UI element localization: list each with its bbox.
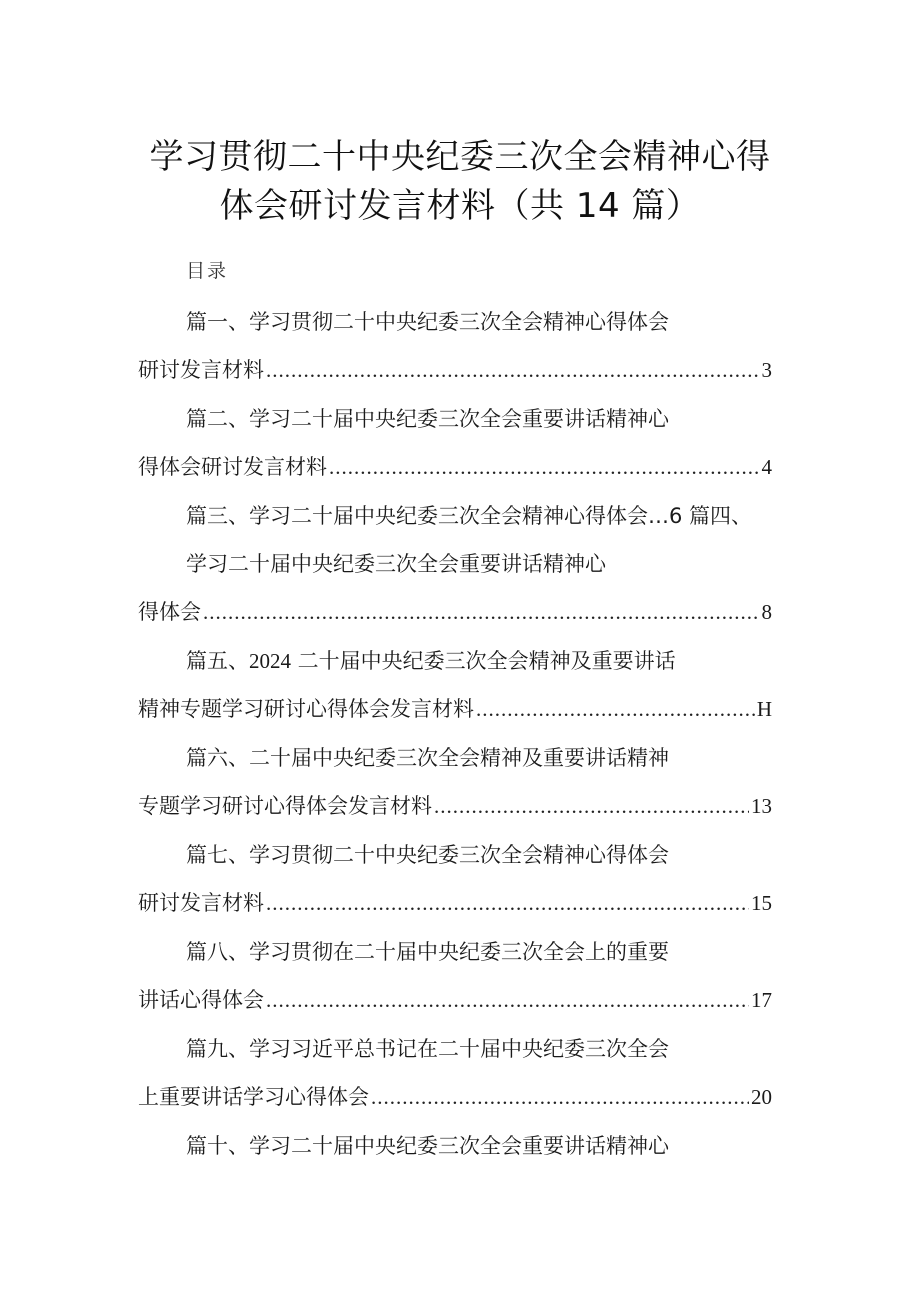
toc-page-number: 8 [761,600,772,624]
toc-leader-dots [266,355,760,385]
toc-entry-9-continuation[interactable] [138,1082,772,1112]
toc-page-number: 15 [751,891,772,915]
toc-entry-4-title[interactable]: 学习二十届中央纪委三次全会重要讲话精神心 [186,552,606,576]
toc-entry-5-continuation[interactable] [138,694,772,724]
toc-leader-dots [203,597,760,627]
toc-entry-text: 研讨发言材料 [138,891,264,915]
toc-entry-text: 得体会研讨发言材料 [138,455,327,479]
toc-entry-8-continuation[interactable] [138,985,772,1015]
toc-page-number: 3 [761,358,772,382]
toc-entry-year: 2024 [249,649,291,673]
toc-entry-text: 专题学习研讨心得体会发言材料 [138,794,432,818]
toc-entry-prefix: 篇五、 [186,649,249,673]
toc-page-number: 4 [761,455,772,479]
toc-entry-text: 研讨发言材料 [138,358,264,382]
toc-entry-6-continuation[interactable] [138,791,772,821]
document-title-line-2: 体会研讨发言材料（共 14 篇） [219,186,701,226]
toc-entry-4-continuation[interactable] [138,597,772,627]
toc-leader-dots [476,694,755,724]
toc-heading: 目录 [186,260,229,282]
toc-entry-7-continuation[interactable] [138,888,772,918]
toc-entry-9-title[interactable]: 篇九、学习习近平总书记在二十届中央纪委三次全会 [186,1037,669,1061]
toc-leader-dots [434,791,749,821]
toc-leader-dots [371,1082,749,1112]
toc-leader-dots [266,985,749,1015]
document-title-line-1: 学习贯彻二十中央纪委三次全会精神心得 [149,137,771,177]
toc-leader-dots [266,888,749,918]
toc-entry-2-continuation[interactable] [138,452,772,482]
toc-page-number: 13 [751,794,772,818]
toc-entry-1-continuation[interactable] [138,355,772,385]
toc-entry-2-title[interactable]: 篇二、学习二十届中央纪委三次全会重要讲话精神心 [186,407,669,431]
toc-entry-10-title[interactable]: 篇十、学习二十届中央纪委三次全会重要讲话精神心 [186,1134,669,1158]
toc-entry-rest: 二十届中央纪委三次全会精神及重要讲话 [291,649,676,673]
toc-entry-text: 得体会 [138,600,201,624]
toc-page-number: 17 [751,988,772,1012]
toc-page-number: 20 [751,1085,772,1109]
toc-entry-text: 讲话心得体会 [138,988,264,1012]
toc-entry-8-title[interactable]: 篇八、学习贯彻在二十届中央纪委三次全会上的重要 [186,940,669,964]
toc-entry-text: 精神专题学习研讨心得体会发言材料 [138,697,474,721]
toc-page-number: H [756,697,772,721]
toc-entry-5-title[interactable] [186,646,676,676]
toc-entry-text: 上重要讲话学习心得体会 [138,1085,369,1109]
toc-entry-1-title[interactable]: 篇一、学习贯彻二十中央纪委三次全会精神心得体会 [186,310,669,334]
toc-entry-6-title[interactable]: 篇六、二十届中央纪委三次全会精神及重要讲话精神 [186,746,669,770]
toc-entry-3-title[interactable]: 篇三、学习二十届中央纪委三次全会精神心得体会…6 篇四、 [186,504,753,528]
toc-entry-7-title[interactable]: 篇七、学习贯彻二十中央纪委三次全会精神心得体会 [186,843,669,867]
toc-leader-dots [329,452,760,482]
